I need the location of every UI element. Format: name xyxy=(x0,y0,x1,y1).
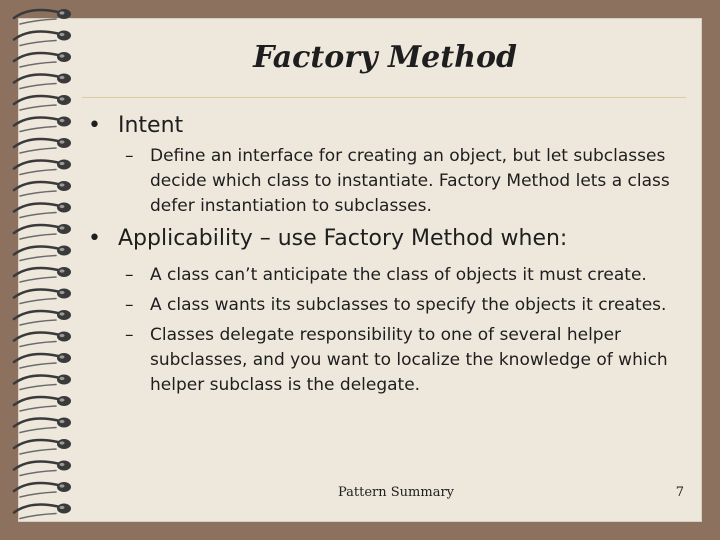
sub-bullet-text: Define an interface for creating an object, but let subclasses decide which class to instantiate. Factory Method lets a class defer instantiation to subclasses. xyxy=(150,146,670,216)
bullet-intent xyxy=(88,112,703,140)
sub-bullet-dash: – xyxy=(125,325,134,345)
bullet-marker: • xyxy=(88,226,101,251)
bullet-applicability xyxy=(88,225,703,253)
sub-bullet-applicability-3 xyxy=(88,323,703,398)
title-divider xyxy=(82,97,686,98)
sub-bullet-text: A class wants its subclasses to specify the objects it creates. xyxy=(150,295,667,315)
sub-bullet-text: A class can’t anticipate the class of objects it must create. xyxy=(150,265,647,285)
sub-bullet-dash: – xyxy=(125,295,134,315)
slide-footer: Pattern Summary xyxy=(338,485,455,500)
sub-bullet-applicability-2 xyxy=(88,293,703,318)
sub-bullet-intent-definition xyxy=(88,144,703,219)
slide-content xyxy=(88,112,703,398)
sub-bullet-dash: – xyxy=(125,146,134,166)
bullet-text: Intent xyxy=(118,113,184,138)
sub-bullet-dash: – xyxy=(125,265,134,285)
bullet-text: Applicability – use Factory Method when: xyxy=(118,226,568,251)
sub-bullet-applicability-1 xyxy=(88,263,703,288)
bullet-marker: • xyxy=(88,113,101,138)
slide-title: Factory Method xyxy=(253,40,517,75)
sub-bullet-text: Classes delegate responsibility to one of several helper subclasses, and you want to localize the knowledge of which helper subclass is the delegate. xyxy=(150,325,668,395)
page-number: 7 xyxy=(675,485,684,500)
